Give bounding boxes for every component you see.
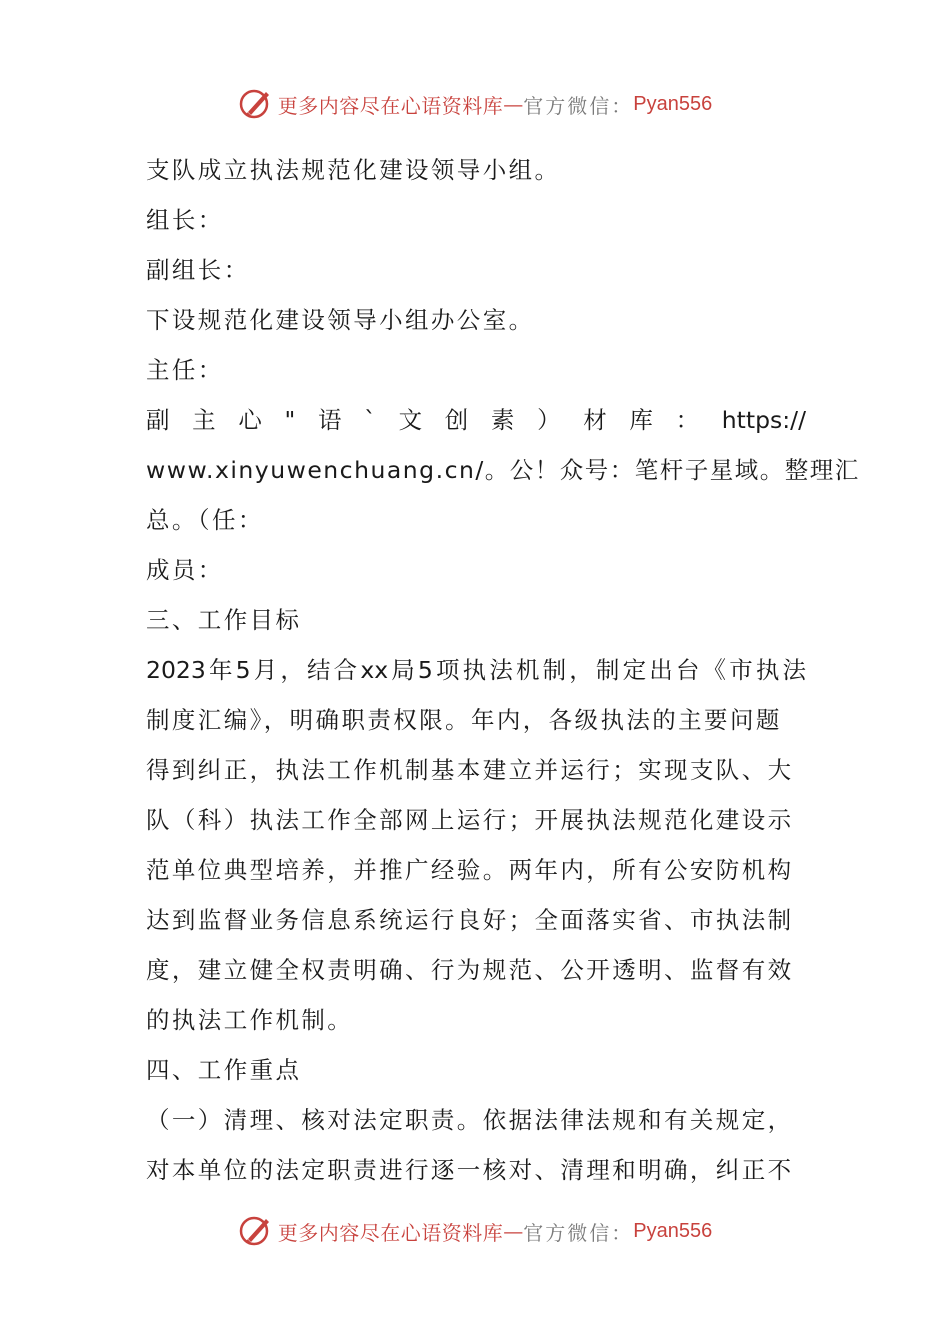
section-heading: 三、工作目标: [146, 606, 302, 634]
banner-wechat-id: Pyan556: [633, 1219, 713, 1242]
text-line: 队（科）执法工作全部网上运行；开展执法规范化建设示: [146, 806, 794, 834]
text-line: 下设规范化建设领导小组办公室。: [146, 306, 535, 334]
section-heading: 四、工作重点: [146, 1056, 302, 1084]
document-body: [146, 145, 860, 1195]
text-line: 副主心"语`文创素）材库：https://: [146, 406, 806, 434]
text-line: 组长：: [146, 206, 224, 234]
banner-dash: —: [503, 92, 524, 116]
text-line: www.xinyuwenchuang.cn/。公！众号：笔杆子星域。整理汇: [146, 456, 860, 484]
text-line: 副组长：: [146, 256, 250, 284]
text-line: 的执法工作机制。: [146, 1006, 354, 1034]
text-line: 2023年5月，结合xx局5项执法机制，制定出台《市执法: [146, 656, 806, 684]
pen-logo-icon: [238, 1213, 274, 1249]
text-line: 成员：: [146, 556, 224, 584]
footer-watermark-banner: [0, 1211, 950, 1251]
text-line: 支队成立执法规范化建设领导小组。: [146, 156, 561, 184]
banner-dash: —: [503, 1219, 524, 1243]
pen-logo-icon: [238, 86, 274, 122]
text-line: 对本单位的法定职责进行逐一核对、清理和明确，纠正不: [146, 1156, 794, 1184]
header-watermark-banner: [0, 84, 950, 124]
text-line: 达到监督业务信息系统运行良好；全面落实省、市执法制: [146, 906, 794, 934]
text-line: （一）清理、核对法定职责。依据法律法规和有关规定，: [146, 1106, 794, 1134]
banner-wechat-id: Pyan556: [633, 92, 713, 115]
banner-main-text: 更多内容尽在心语资料库: [277, 93, 504, 118]
text-line: 范单位典型培养，并推广经验。两年内，所有公安防机构: [146, 856, 794, 884]
banner-main-text: 更多内容尽在心语资料库: [277, 1220, 504, 1245]
banner-wechat-label: 官方微信：: [523, 1220, 634, 1245]
text-line: 度，建立健全权责明确、行为规范、公开透明、监督有效: [146, 956, 794, 984]
banner-wechat-label: 官方微信：: [523, 93, 634, 118]
text-line: 总。（任：: [146, 506, 264, 534]
text-line: 制度汇编》，明确职责权限。年内，各级执法的主要问题: [146, 706, 782, 734]
text-line: 得到纠正，执法工作机制基本建立并运行；实现支队、大: [146, 756, 794, 784]
text-line: 主任：: [146, 356, 224, 384]
